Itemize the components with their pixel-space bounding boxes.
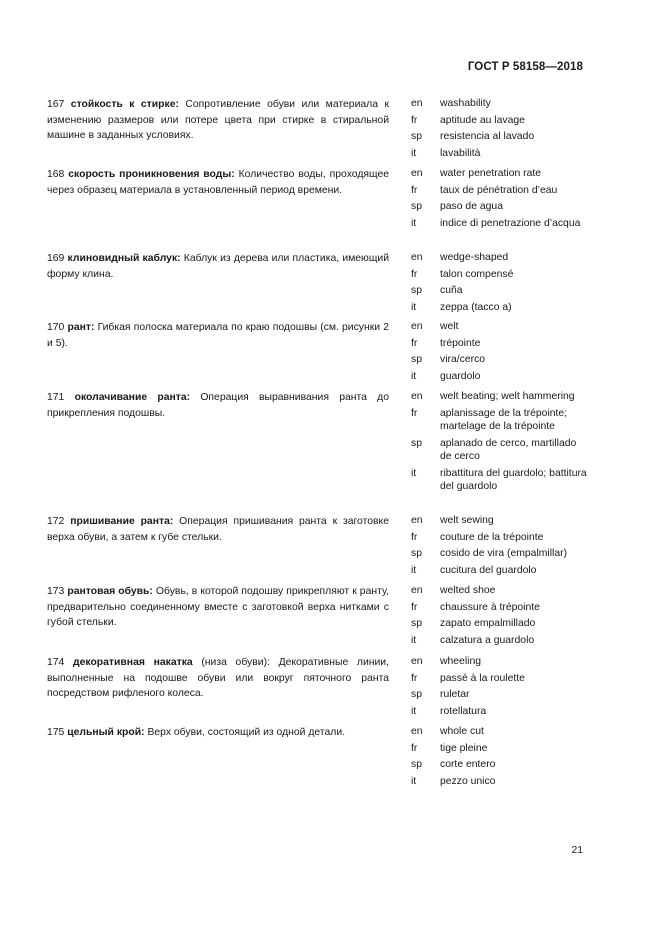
translation-list <box>411 390 587 497</box>
translation-text: corte entero <box>440 759 496 770</box>
translation-text: paso de agua <box>440 201 503 212</box>
language-code: sp <box>411 759 422 770</box>
term-definition <box>47 167 389 198</box>
translation-row <box>411 601 587 615</box>
language-code: it <box>411 370 417 382</box>
term-name: скорость проникновения воды: <box>68 169 235 180</box>
translation-row <box>411 584 587 598</box>
translation-row <box>411 251 587 265</box>
language-code: sp <box>411 131 422 142</box>
term-name: околачивание ранта: <box>74 392 191 403</box>
translation-row <box>411 467 587 494</box>
translation-text: welt sewing <box>440 515 494 526</box>
translation-row <box>411 775 587 789</box>
language-code: fr <box>411 672 418 684</box>
translation-row <box>411 634 587 648</box>
term-name: цельный крой: <box>67 727 145 738</box>
term-name: декоративная накатка <box>73 657 193 668</box>
term-number: 175 <box>47 727 65 738</box>
translation-text: taux de pénétration d’eau <box>440 184 558 196</box>
term-name: пришивание ранта: <box>70 516 174 527</box>
translation-list <box>411 514 587 580</box>
translation-list <box>411 251 587 317</box>
language-code: en <box>411 168 423 179</box>
language-code: it <box>411 634 417 646</box>
translation-text: cosido de vira (empalmillar) <box>440 548 568 559</box>
language-code: en <box>411 252 423 263</box>
language-code: sp <box>411 618 422 629</box>
term-number: 173 <box>47 586 65 597</box>
language-code: en <box>411 585 423 596</box>
term-definition-text: Верх обуви, состоящий из одной детали. <box>147 727 346 738</box>
translation-row <box>411 705 587 719</box>
term-number: 174 <box>47 657 65 668</box>
language-code: fr <box>411 407 418 419</box>
term-definition <box>47 584 389 631</box>
language-code: sp <box>411 437 422 449</box>
translation-row <box>411 97 587 111</box>
translation-row <box>411 217 587 231</box>
language-code: fr <box>411 601 418 613</box>
translation-row <box>411 370 587 384</box>
translation-row <box>411 688 587 702</box>
language-code: it <box>411 775 417 787</box>
translation-text: calzatura a guardolo <box>440 634 535 646</box>
translation-text: trépointe <box>440 337 481 349</box>
translation-row <box>411 337 587 351</box>
term-number: 167 <box>47 99 65 110</box>
translation-text: zeppa (tacco a) <box>440 301 512 313</box>
term-name: стойкость к стирке: <box>70 99 179 110</box>
translation-text: wheeling <box>440 656 482 667</box>
language-code: sp <box>411 689 422 700</box>
language-code: en <box>411 726 423 737</box>
translation-row <box>411 184 587 198</box>
language-code: fr <box>411 268 418 280</box>
translation-list <box>411 320 587 386</box>
translation-text: couture de la trépointe <box>440 531 544 543</box>
translation-list <box>411 655 587 721</box>
translation-row <box>411 437 587 464</box>
term-definition-text: Обувь, в которой подошву прикрепляют к ранту, предварительно соединенному вместе с заготовкой верха нитками с губой стельки. <box>47 586 390 629</box>
translation-row <box>411 564 587 578</box>
language-code: en <box>411 656 423 667</box>
term-definition-text: Сопротивление обуви или материала к изменению размеров или потере цвета при стирке в стиральной машине в заданных условиях. <box>47 99 389 142</box>
translation-row <box>411 547 587 561</box>
translation-list <box>411 584 587 650</box>
term-definition-text: Количество воды, проходящее через образец материала в установленный период времени. <box>47 169 389 196</box>
language-code: sp <box>411 201 422 212</box>
document-header: ГОСТ Р 58158—2018 <box>467 61 583 73</box>
translation-text: tige pleine <box>440 742 488 754</box>
term-definition-text: (низа обуви): Декоративные линии, выполненные на подошве обуви или вокруг пяточного ранта посредством рифленого колеса. <box>47 657 389 700</box>
translation-text: whole cut <box>440 726 484 737</box>
translation-row <box>411 284 587 298</box>
translation-row <box>411 268 587 282</box>
translation-row <box>411 531 587 545</box>
translation-row <box>411 617 587 631</box>
term-definition <box>47 251 389 282</box>
term-number: 169 <box>47 253 65 264</box>
language-code: it <box>411 147 417 159</box>
language-code: fr <box>411 742 418 754</box>
translation-text: aptitude au lavage <box>440 114 525 126</box>
term-number: 171 <box>47 392 65 403</box>
language-code: it <box>411 705 417 717</box>
language-code: it <box>411 564 417 576</box>
term-number: 172 <box>47 516 65 527</box>
term-definition <box>47 320 389 351</box>
translation-row <box>411 147 587 161</box>
language-code: en <box>411 515 423 526</box>
translation-row <box>411 725 587 739</box>
term-definition <box>47 97 389 144</box>
translation-list <box>411 167 587 233</box>
translation-text: resistencia al lavado <box>440 131 535 142</box>
translation-text: aplanissage de la trépointe; martelage de la trépointe <box>440 407 568 432</box>
language-code: en <box>411 98 423 109</box>
translation-row <box>411 130 587 144</box>
translation-text: welt <box>440 321 459 332</box>
translation-row <box>411 320 587 334</box>
translation-row <box>411 390 587 404</box>
translation-text: wedge-shaped <box>440 252 509 263</box>
term-definition-text: Каблук из дерева или пластика, имеющий форму клина. <box>47 253 389 280</box>
language-code: fr <box>411 184 418 196</box>
translation-text: indice di penetrazione d’acqua <box>440 217 581 229</box>
page-number: 21 <box>571 845 583 856</box>
translation-row <box>411 758 587 772</box>
translation-text: aplanado de cerco, martillado de cerco <box>440 437 577 462</box>
term-definition <box>47 390 389 421</box>
term-definition-text: Гибкая полоска материала по краю подошвы (см. рисунки 2 и 5). <box>47 322 389 349</box>
translation-row <box>411 353 587 367</box>
translation-text: chaussure à trépointe <box>440 601 540 613</box>
term-number: 170 <box>47 322 65 333</box>
language-code: fr <box>411 531 418 543</box>
translation-text: lavabilità <box>440 147 481 159</box>
translation-text: guardolo <box>440 370 481 382</box>
translation-row <box>411 301 587 315</box>
translation-text: rotellatura <box>440 705 487 717</box>
translation-list <box>411 97 587 163</box>
language-code: it <box>411 301 417 313</box>
translation-row <box>411 167 587 181</box>
translation-text: ribattitura del guardolo; battitura del guardolo <box>440 467 587 492</box>
term-number: 168 <box>47 169 65 180</box>
language-code: sp <box>411 548 422 559</box>
translation-row <box>411 672 587 686</box>
term-definition <box>47 514 389 545</box>
translation-text: welt beating; welt hammering <box>440 391 575 402</box>
translation-row <box>411 200 587 214</box>
language-code: it <box>411 467 417 479</box>
term-name: клиновидный каблук: <box>67 253 181 264</box>
translation-text: cuña <box>440 285 463 296</box>
language-code: sp <box>411 354 422 365</box>
term-definition-text: Операция выравнивания ранта до прикрепления подошвы. <box>47 392 389 419</box>
language-code: en <box>411 321 423 332</box>
translation-text: cucitura del guardolo <box>440 564 537 576</box>
term-definition <box>47 655 389 702</box>
translation-text: zapato empalmillado <box>440 618 536 629</box>
language-code: sp <box>411 285 422 296</box>
term-name: рантовая обувь: <box>67 586 153 597</box>
translation-list <box>411 725 587 791</box>
translation-text: talon compensé <box>440 268 514 280</box>
term-name: рант: <box>67 322 95 333</box>
translation-row <box>411 742 587 756</box>
language-code: fr <box>411 114 418 126</box>
translation-text: ruletar <box>440 689 470 700</box>
language-code: en <box>411 391 423 402</box>
translation-row <box>411 655 587 669</box>
translation-text: washability <box>440 98 491 109</box>
term-definition <box>47 725 389 741</box>
translation-text: water penetration rate <box>440 168 542 179</box>
language-code: it <box>411 217 417 229</box>
translation-row <box>411 514 587 528</box>
translation-text: pezzo unico <box>440 775 496 787</box>
language-code: fr <box>411 337 418 349</box>
translation-text: welted shoe <box>440 585 496 596</box>
translation-row <box>411 114 587 128</box>
translation-text: passé à la roulette <box>440 672 525 684</box>
translation-text: vira/cerco <box>440 354 486 365</box>
term-definition-text: Операция пришивания ранта к заготовке верха обуви, а затем к губе стельки. <box>47 516 389 543</box>
translation-row <box>411 407 587 434</box>
